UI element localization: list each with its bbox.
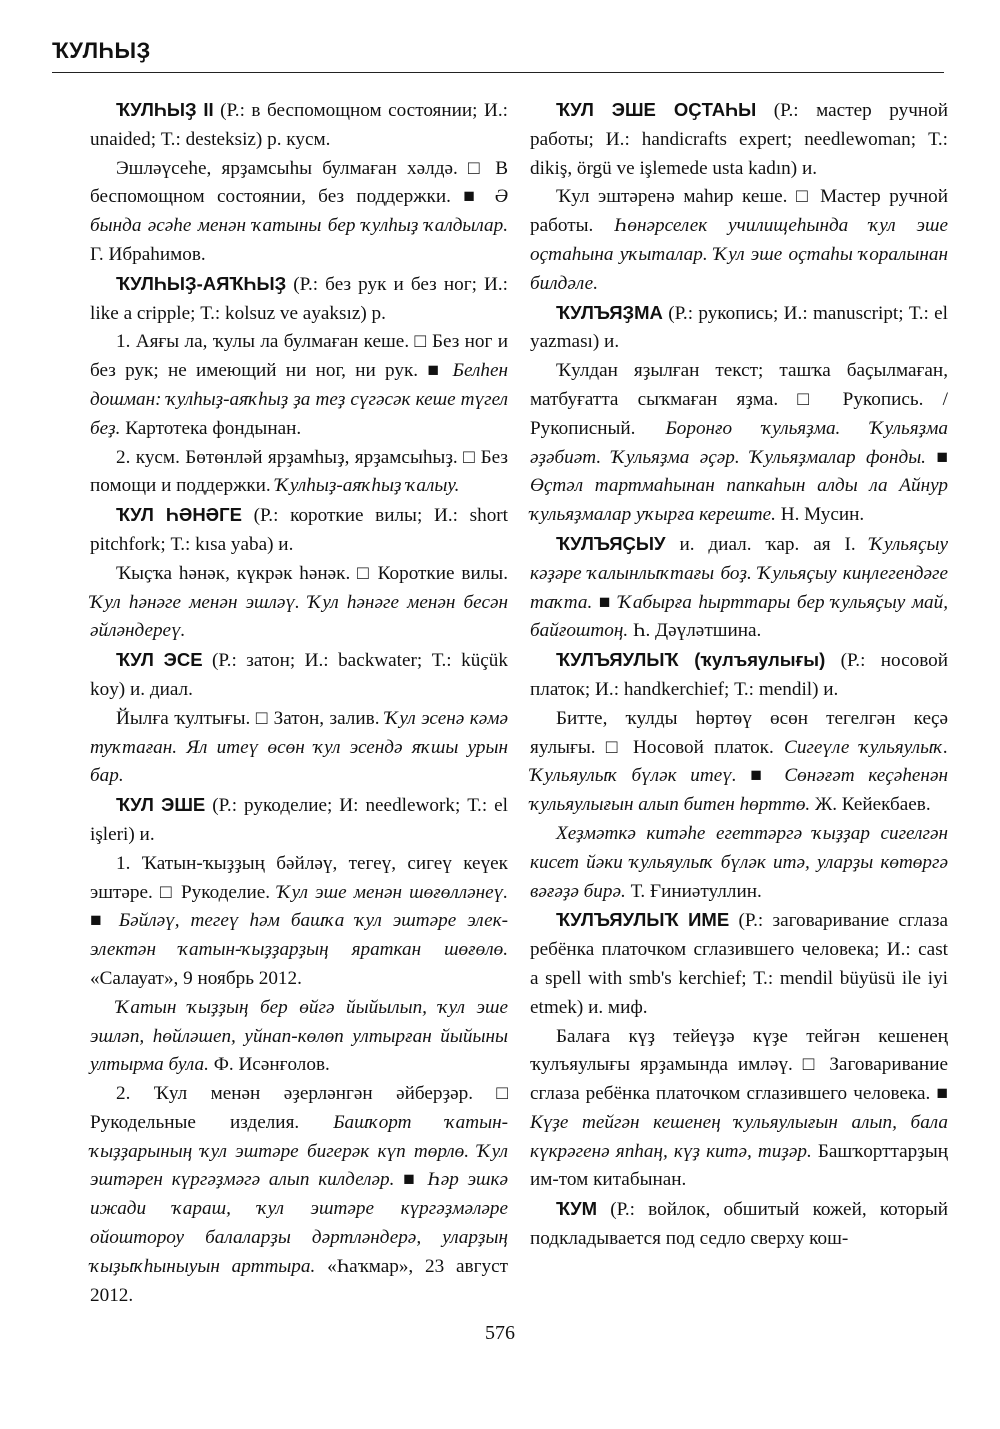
running-head [52,38,948,64]
headword: ҠУЛҺЫҘ-АЯҠҺЫҘ [116,272,287,294]
definition-text: Ҡулдан яҙылған текст; ташҡа баҫылмаған, матбуғатта сыҡмаған яҙма. □ Рукопись. / Рукописный. [530,360,948,439]
definition-text: Ҡул эштәренә маһир кеше. □ Мастер ручной работы. [530,186,948,237]
right-column [530,96,948,1254]
source-citation: Г. Ибраһимов. [90,243,206,265]
dictionary-paragraph [90,705,508,791]
example-text: Хеҙмәткә китәһе егеттәргә ҡыҙҙар сигелгән кисет йәки ҡульяулыҡ бүләк итә, уларҙы көтөргә вәғәҙә бирә. [530,822,948,902]
dictionary-paragraph [530,96,948,183]
definition-text: (Р.: заговаривание сглаза ребёнка платочком сглазившего человека; И.: cast a spell with smb's kerchief; Т.: mendil büyüsü ile iyi etmek) и. миф. [530,910,949,1018]
source-citation: Ф. Исәнғолов. [208,1054,330,1076]
example-text: Һөнәрселек училищеһында ҡул эше оҫтаһына уҡыталар. Ҡул эше оҫтаһы ҡоралынан билдәле. [530,215,948,294]
dictionary-paragraph [90,560,508,646]
dictionary-paragraph [530,530,948,646]
dictionary-paragraph [530,183,948,298]
example-text: Башҡорт ҡатын-ҡыҙҙарының ҡул эштәре бигерәк күп төрлө. Ҡул эштәрен күргәҙмәгә алып килделәр. ■ Һәр эшкә ижади ҡараш, ҡул эштәре күргәҙмәләре ойоштороу балаларҙы дәртләндерә, уларҙың ҡыҙыҡһыныуын арттыра. [90,1111,508,1277]
example-text: Ҡулһыҙ-аяҡһыҙ ҡалыу. [275,475,460,497]
definition-text: (Р.: войлок, обшитый кожей, который подкладывается под седло сверху кош- [530,1199,948,1250]
definition-text: 2. Ҡул менән әҙерләнгән әйберҙәр. □ Рукодельные изделия. [90,1083,508,1133]
dictionary-paragraph [530,646,948,705]
source-citation: «Салауат», 9 ноябрь 2012. [90,967,302,989]
headword: ҠУЛ ЭСЕ [116,649,203,671]
example-text: Күҙе тейгән кешенең ҡульяулығын алып, бала күкрәгенә япһаң, күҙ китә, тиҙәр. [530,1111,948,1162]
headword: ҠУЛЪЯУЛЫҠ (ҡулъяулығы) [556,649,826,671]
headword: ҠУЛЪЯҪЫУ [556,532,666,554]
definition-text: Йылға ҡултығы. □ Затон, залив. [116,707,385,729]
definition-text: Ҡыҫҡа һәнәк, күкрәк һәнәк. □ Короткие вилы. [116,562,508,584]
definition-text: 1. Ҡатын-ҡыҙҙың бәйләү, тегеү, сигеү кеүек эштәре. □ Рукоделие. [90,852,508,903]
definition-text: и. диал. ҡар. ая I. [665,533,870,555]
source-citation: Н. Мусин. [775,504,865,526]
definition-text: (Р.: носовой платок; И.: handkerchief; Т.: mendil) и. [530,650,949,700]
dictionary-paragraph [530,1195,948,1254]
example-text: Боронғо ҡульяҙма. Ҡульяҙма әҙәбиәт. Ҡульяҙма әҫәр. Ҡульяҙмалар фонды. ■ Өҫтәл тартмаһынан папкаһын алды ла Айнур ҡульяҙмалар уҡырға кереште. [530,417,949,526]
dictionary-paragraph [530,357,948,530]
source-citation: Һ. Дәүләтшина. [628,620,762,642]
headword: ҠУЛЪЯҘМА [556,301,663,323]
dictionary-paragraph [90,646,508,705]
example-text: Сигеүле ҡульяулыҡ. Ҡульяулыҡ бүләк итеү. ■ Сөнәғәт кеҫәһенән ҡульяулығын алып битен һөрттө. [530,736,948,816]
definition-text: Эшләүсеһе, ярҙамсыһы булмаған хәлдә. □ В беспомощном состоянии, без поддержки. ■ [90,157,508,208]
definition-text: (Р.: короткие вилы; И.: short pitchfork; Т.: kısa yaba) и. [90,505,509,555]
left-column [90,96,508,1310]
source-citation: «Һаҡмар», 23 август 2012. [90,1255,508,1306]
headword: ҠУЛҺЫҘ II [116,99,214,120]
dictionary-paragraph [530,906,948,1022]
example-text: Ҡульяҫыу кәҙәре ҡалынлыҡтағы боҙ. Ҡульяҫыу киңлегендәге таҡта. ■ Ҡабырға һырттары бер ҡульяҫыу май, байғоштоң. [530,533,948,642]
dictionary-paragraph [90,155,508,270]
example-text: Белһен дошман: ҡулһыҙ-аяҡһыҙ ҙа теҙ сүгәсәк кеше түгел беҙ. [90,360,508,439]
running-head-word: ҠУЛҺЫҘ [52,38,151,63]
source-citation: Башҡорттарҙың им-том китабынан. [530,1140,948,1191]
headword: ҠУМ [556,1198,598,1220]
definition-text: (Р.: без рук и без ног; И.: like a cripple; Т.: kolsuz ve ayaksız) р. [90,273,508,324]
source-citation: Ж. Кейекбаев. [810,794,931,816]
example-text: Ҡатын ҡыҙҙың бер өйгә йыйылып, ҡул эше эшләп, һөйләшеп, уйнап-көлөп ултырған йыйыны ултырма була. [90,996,508,1076]
definition-text: Битте, ҡулды һөртөү өсөн тегелгән кеҫә яулығы. □ Носовой платок. [530,707,948,758]
example-text: Ҡул һәнәге менән эшләү. Ҡул һәнәге менән бесән әйләндереү. [90,591,508,642]
definition-text: (Р.: мастер ручной работы; И.: handicrafts expert; needlewoman; Т.: dikiş, örgü ve işlemede usta kadın) и. [530,100,949,179]
definition-text: 2. кусм. Бөтөнләй ярҙамһыҙ, ярҙамсыһыҙ. □ Без помощи и поддержки. [90,446,508,497]
dictionary-paragraph [530,705,948,820]
headword: ҠУЛЪЯУЛЫҠ ИМЕ [556,909,730,931]
definition-text: (Р.: затон; И.: backwater; Т.: küçük koy) и. диал. [90,650,508,700]
header-rule [52,72,944,73]
headword: ҠУЛ ЭШЕ ОҪТАҺЫ [556,99,757,120]
dictionary-paragraph [530,299,948,358]
definition-text: (Р.: рукопись; И.: manuscript; Т.: el yazması) и. [530,302,948,353]
source-citation: Т. Ғиниәтуллин. [625,880,762,902]
headword: ҠУЛ ҺӘНӘГЕ [116,504,242,526]
dictionary-paragraph [90,501,508,560]
example-text: Ҡул эше менән шөғөлләнеү. ■ Бәйләү, тегеү һәм башҡа ҡул эштәре элек-электән ҡатын-ҡыҙҙарҙың яраткан шөғөлө. [90,881,509,961]
definition-text: Балаға күҙ тейеүҙә күҙе тейгән кешенең ҡулъяулығы ярҙамында имләү. □ Заговаривание сглаза ребёнка платочком сглазившего человека. ■ [530,1025,948,1105]
dictionary-paragraph [90,850,508,994]
page-number: 576 [485,1322,515,1344]
example-text: Ә бында әсәһе менән ҡатыны бер ҡулһыҙ ҡалдылар. [90,186,508,237]
definition-text: (Р.: в беспомощном состоянии; И.: unaided; Т.: desteksiz) р. кусм. [90,100,508,150]
dictionary-paragraph [90,444,508,502]
definition-text: (Р.: рукоделие; И: needlework; Т.: el işleri) и. [90,795,508,845]
headword: ҠУЛ ЭШЕ [116,794,206,816]
dictionary-paragraph [530,820,948,906]
dictionary-paragraph [530,1023,948,1196]
example-text: Ҡул эсенә кәмә туҡтаған. Ял итеү өсөн ҡул эсендә яҡшы урын бар. [90,707,508,787]
dictionary-paragraph [90,96,508,155]
dictionary-paragraph [90,791,508,850]
definition-text: 1. Аяғы ла, ҡулы ла булмаған кеше. □ Без ног и без рук; не имеющий ни ног, ни рук. ■ [90,331,508,382]
dictionary-paragraph [90,1080,508,1310]
source-citation: Картотека фондынан. [120,417,302,439]
dictionary-paragraph [90,270,508,329]
dictionary-paragraph [90,994,508,1080]
dictionary-paragraph [90,328,508,443]
